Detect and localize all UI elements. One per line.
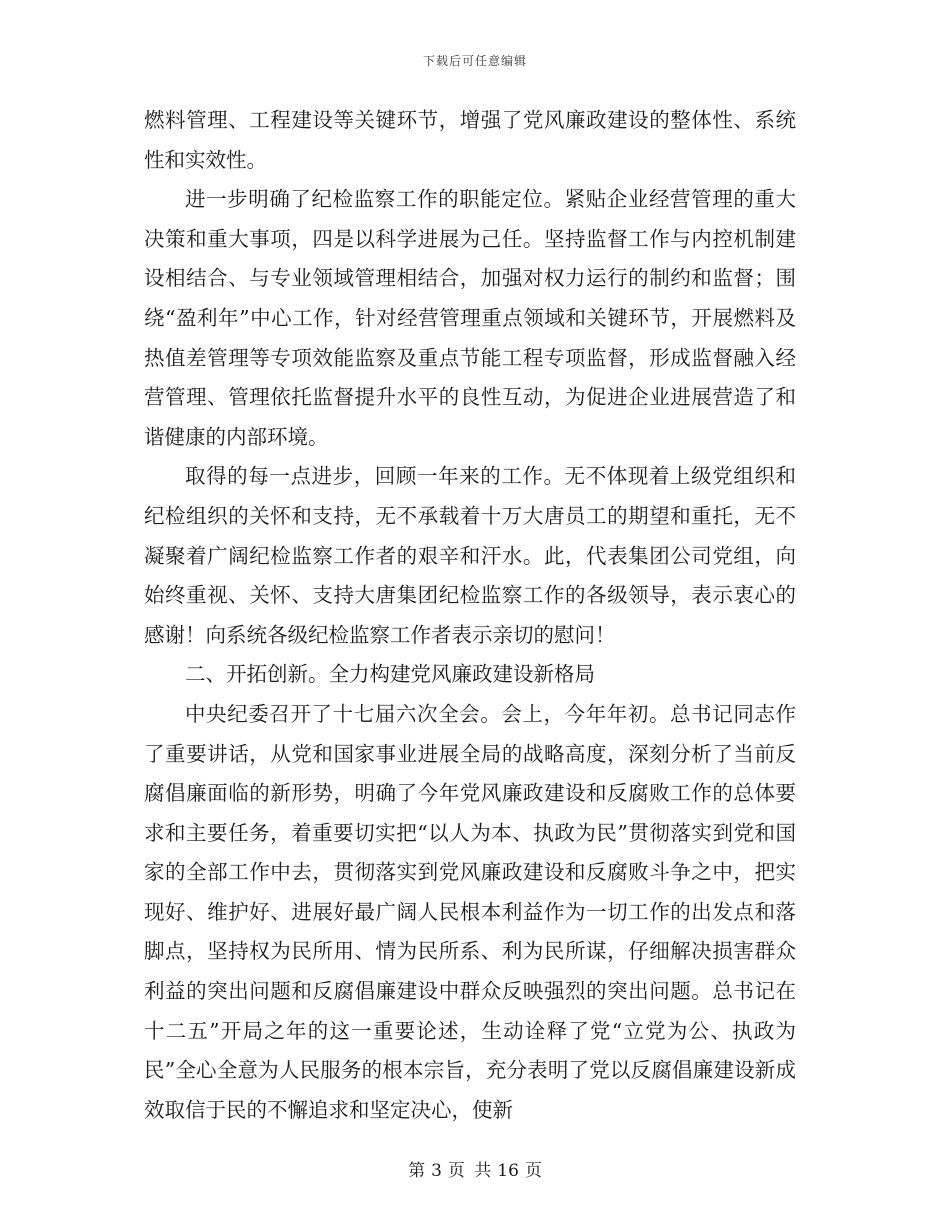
- section-heading: 二、开拓创新。全力构建党风廉政建设新格局: [185, 662, 595, 687]
- paragraph-1: 燃料管理、工程建设等关键环节，增强了党风廉政建设的整体性、系统性和实效性。: [144, 108, 796, 172]
- document-body: [144, 101, 796, 1130]
- footer-prefix: 第: [408, 1161, 426, 1181]
- total-pages-number: 16: [497, 1161, 519, 1181]
- paragraph-2: 进一步明确了纪检监察工作的职能定位。紧贴企业经营管理的重大决策和重大事项，四是以科学进展为己任。坚持监督工作与内控机制建设相结合、与专业领域管理相结合，加强对权力运行的制约和监督；围绕“盈利年”中心工作，针对经营管理重点领域和关键环节，开展燃料及热值差管理等专项效能监察及重点节能工程专项监督，形成监督融入经营管理、管理依托监督提升水平的良性互动，为促进企业进展营造了和谐健康的内部环境。: [144, 187, 796, 449]
- footer-suffix: 页: [524, 1161, 542, 1181]
- current-page-number: 3: [431, 1161, 442, 1181]
- paragraph-3: 取得的每一点进步，回顾一年来的工作。无不体现着上级党组织和纪检组织的关怀和支持，无不承载着十万大唐员工的期望和重托，无不凝聚着广阔纪检监察工作者的艰辛和汗水。此，代表集团公司党组，向始终重视、关怀、支持大唐集团纪检监察工作的各级领导，表示衷心的感谢！向系统各级纪检监察工作者表示亲切的慰问！: [144, 464, 796, 647]
- paragraph-5: 中央纪委召开了十七届六次全会。会上，今年年初。总书记同志作了重要讲话，从党和国家事业进展全局的战略高度，深刻分析了当前反腐倡廉面临的新形势，明确了今年党风廉政建设和反腐败工作的总体要求和主要任务，着重要切实把“以人为本、执政为民”贯彻落实到党和国家的全部工作中去，贯彻落实到党风廉政建设和反腐败斗争之中，把实现好、维护好、进展好最广阔人民根本利益作为一切工作的出发点和落脚点，坚持权为民所用、情为民所系、利为民所谋，仔细解决损害群众利益的突出问题和反腐倡廉建设中群众反映强烈的突出问题。总书记在十二五”开局之年的这一重要论述，生动诠释了党“立党为公、执政为民”全心全意为人民服务的根本宗旨，充分表明了党以反腐倡廉建设新成效取信于民的不懈追求和坚定决心，使新: [144, 701, 796, 1122]
- page-header: 下载后可任意编辑: [422, 54, 527, 68]
- page-footer: [0, 1156, 950, 1181]
- footer-middle: 页 共: [447, 1161, 492, 1181]
